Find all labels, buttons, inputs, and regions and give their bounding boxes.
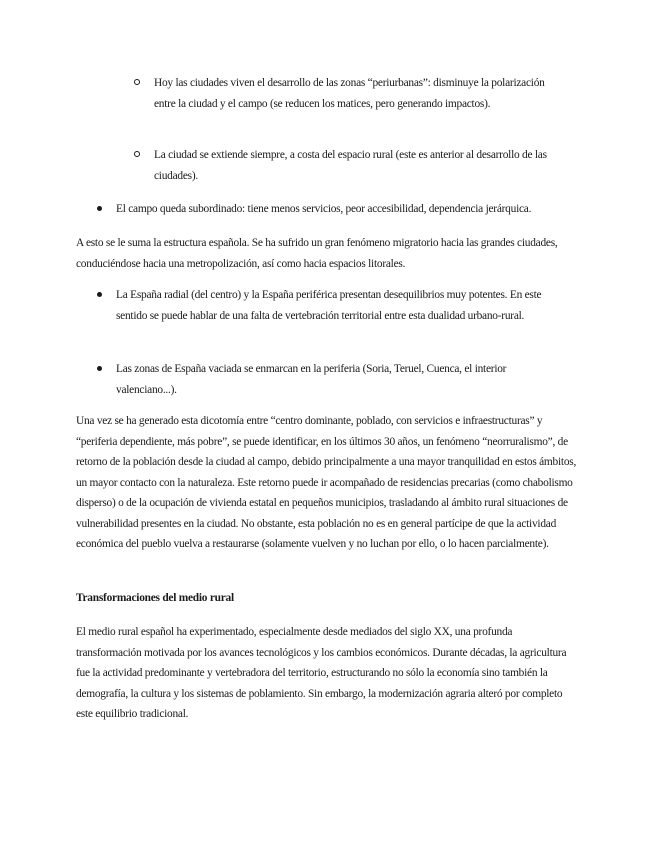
list-item-espana-radial: La España radial (del centro) y la España periférica presentan desequilibrios muy potentes. En este sentido se puede hablar de una falta de vertebración territorial entre esta dualidad urbano-rural. bbox=[116, 289, 542, 322]
paragraph-medio-rural: El medio rural español ha experimentado, especialmente desde mediados del siglo XX, una profunda transformación motivada por los avances tecnológicos y los cambios económicos. Durante décadas, la agricultura fue la actividad predominante y vertebradora del territorio, estructurando no sólo la economía sino también la demografía, la cultura y los sistemas de poblamiento. Sin embargo, la modernización agraria alteró por completo este equilibrio tradicional. bbox=[76, 626, 567, 720]
sub-list-item-periurbanas: Hoy las ciudades viven el desarrollo de las zonas “periurbanas”: disminuye la polarización entre la ciudad y el campo (se reducen los matices, pero generando impactos). bbox=[154, 77, 545, 110]
list-item-campo-subordinado: El campo queda subordinado: tiene menos servicios, peor accesibilidad, dependencia jerárquica. bbox=[116, 203, 532, 215]
paragraph-estructura-espanola: A esto se le suma la estructura española. Se ha sufrido un gran fenómeno migratorio hacia las grandes ciudades, conduciéndose hacia una metropolización, así como hacia espacios litorales. bbox=[76, 237, 558, 270]
circle-bullet-icon bbox=[134, 151, 140, 157]
sub-list-item-ciudad-extiende: La ciudad se extiende siempre, a costa del espacio rural (este es anterior al desarrollo de las ciudades). bbox=[154, 149, 547, 182]
circle-bullet-icon bbox=[134, 79, 140, 85]
list-item-espana-vaciada: Las zonas de España vaciada se enmarcan en la periferia (Soria, Teruel, Cuenca, el interior valenciano...). bbox=[116, 363, 507, 396]
disc-bullet-icon bbox=[97, 206, 102, 211]
paragraph-dicotomia: Una vez se ha generado esta dicotomía entre “centro dominante, poblado, con servicios e infraestructuras” y “periferia dependiente, más pobre”, se puede identificar, en los últimos 30 años, un fenómeno “neorruralismo”, de retorno de la población desde la ciudad al campo, debido principalmente a una mayor tranquilidad en estos ámbitos, un mayor contacto con la naturaleza. Este retorno puede ir acompañado de residencias precarias (como chabolismo disperso) o de la ocupación de vivienda estatal en pequeños municipios, trasladando al ámbito rural situaciones de vulnerabilidad presentes en la ciudad. No obstante, esta población no es en general partícipe de que la actividad económica del pueblo vuelva a restaurarse (solamente vuelven y no luchan por ello, o lo hacen parcialmente). bbox=[76, 415, 577, 550]
section-heading: Transformaciones del medio rural bbox=[76, 592, 234, 604]
disc-bullet-icon bbox=[97, 292, 102, 297]
disc-bullet-icon bbox=[97, 366, 102, 371]
